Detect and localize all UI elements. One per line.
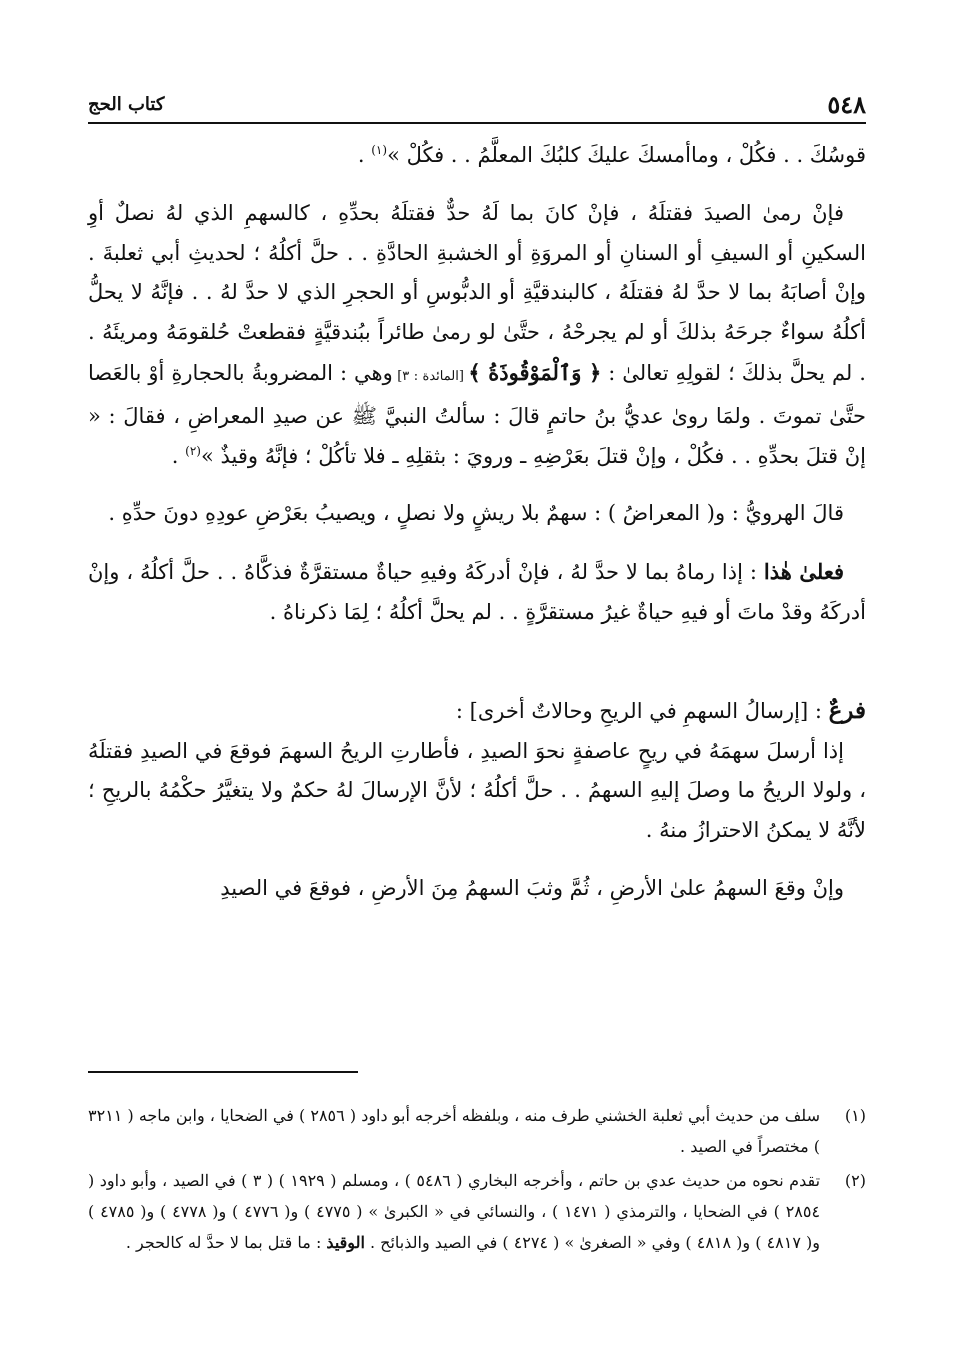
paragraph-text: وإنْ وقعَ السهمُ علىٰ الأرضِ ، ثُمَّ وثبَ السهمُ مِنَ الأرضِ ، فوقعَ في الصيدِ	[220, 875, 844, 900]
footnote-term: الوقيذ	[326, 1233, 365, 1252]
paragraph-2	[88, 194, 866, 477]
paragraph-text: قوسُكَ . . فكُلْ ، وماأمسكَ عليكَ كلبُكَ المعلَّمُ . . فكُلْ »	[387, 143, 866, 167]
paragraph-end: .	[171, 443, 186, 468]
footnote-number: (٢)	[844, 1171, 866, 1190]
heading-label: فرعٌ	[828, 696, 866, 724]
paragraph-7	[88, 869, 866, 909]
footnote-ref-2: (٢)	[185, 443, 201, 458]
paragraph-lead: فعلىٰ هٰذا	[763, 559, 844, 585]
quran-verse: ﴿ وَٱلْمَوْقُوذَةُ ﴾	[468, 359, 602, 385]
footnotes	[88, 1100, 866, 1261]
heading-text: : [إرسالُ السهمِ في الريحِ وحالاتٌ أخرى] :	[455, 698, 829, 723]
footnote-1	[88, 1100, 866, 1162]
paragraph-end: .	[357, 143, 372, 167]
paragraph-text-continued: وهي : المضروبةُ بالحجارةِ أوْ بالعَصا حتَّىٰ تموتَ . ولمَا روىٰ عديُّ بنُ حاتمٍ قالَ : سألتُ النبيَّ ﷺ عن صيدِ المعراضِ ، فقالَ : « إنْ قتلَ بحدِّهِ . . فكُلْ ، وإنْ قتلَ بعَرْضِهِ ـ ورويَ : بثقلِهِ ـ فلا تأكُلْ ؛ فإنَّهُ وقيذٌ »	[88, 360, 866, 468]
verse-citation: [المائدة : ٣]	[392, 368, 469, 384]
paragraph-3	[88, 494, 866, 534]
book-title: كتاب الحج	[88, 94, 165, 115]
footnote-body: تقدم نحوه من حديث عدي بن حاتم ، وأخرجه البخاري ( ٥٤٨٦ ) ، ومسلم ( ١٩٢٩ ) ( ٣ ) في الصيد ، وأبو داود ( ٢٨٥٤ ) في الضحايا ، والترمذي ( ١٤٧١ ) ، والنسائي في « الكبرىٰ » ( ٤٧٧٥ ) و( ٤٧٧٦ ) و( ٤٧٧٨ ) و( ٤٧٨٥ ) و( ٤٨١٧ ) و( ٤٨١٨ ) وفي « الصغرىٰ » ( ٤٢٧٤ ) في الصيد والذبائح .	[88, 1171, 821, 1252]
paragraph-text: : إذا رماهُ بما لا حدَّ لهُ ، فإنْ أدركَهُ وفيهِ حياةٌ مستقرَّةٌ فذكَّاهُ . . حلَّ أكلُهُ ، وإنْ أدركَهُ وقدْ ماتَ أو فيهِ حياةٌ غيرُ مستقرَّةٍ . . لم يحلَّ أكلُهُ ؛ لِمَا ذكرناهُ .	[88, 560, 866, 624]
paragraph-text: قالَ الهرويُّ : و( المعراضُ ) : سهمٌ بلا ريشٍ ولا نصلٍ ، ويصيبُ بعَرْضِ عودِهِ دونَ حدِّهِ .	[108, 501, 844, 526]
paragraph-text: إذا أرسلَ سهمَهُ في ريحٍ عاصفةٍ نحوَ الصيدِ ، فأطارتِ الريحُ السهمَ فوقعَ في الصيدِ فقتلَهُ ، ولولا الريحُ ما وصلَ إليهِ السهمُ . . حلَّ أكلُهُ ؛ لأنَّ الإرسالَ لهُ حكمٌ ولا يتغيَّرُ حكْمُهُ بالريحِ ؛ لأنَّهُ لا يمكنُ الاحترازُ منهُ .	[88, 738, 866, 843]
footnote-ref-1: (١)	[371, 143, 388, 157]
main-text	[88, 136, 866, 909]
footnote-number: (١)	[844, 1106, 866, 1125]
footnote-2	[88, 1165, 866, 1258]
footnote-text	[88, 1165, 820, 1258]
footnote-text: سلف من حديث أبي ثعلبة الخشني طرف منه ، وبلفظه أخرجه أبو داود ( ٢٨٥٦ ) في الضحايا ، وابن ماجه ( ٣٢١١ ) مختصراً في الصيد .	[88, 1106, 821, 1156]
footnote-divider	[88, 1071, 358, 1073]
paragraph-6	[88, 732, 866, 851]
paragraph-4	[88, 552, 866, 633]
paragraph-1	[88, 136, 866, 176]
footnote-definition: : ما قتل بما لا حدَّ له كالحجر .	[125, 1233, 327, 1252]
paragraph-text: فإنْ رمىٰ الصيدَ فقتلَهُ ، فإنْ كانَ بما لَهُ حدٌّ فقتلَهُ بحدِّهِ ، كالسهمِ الذي لهُ نصلٌ أوِ السكينِ أو السيفِ أو السنانِ أو المروَةِ أو الخشبةِ الحادَّةِ . . حلَّ أكلُهُ ؛ لحديثِ أبي ثعلبةَ . وإنْ أصابَهُ بما لا حدَّ لهُ فقتلَهُ ، كالبندقيَّةِ أو الدبُّوسِ أو الحجرِ الذي لا حدَّ لهُ . . فإنَّهُ لا يحلُّ أكلُهُ سواءٌ جرحَهُ بذلكَ أو لم يجرحْهُ ، حتَّىٰ لو رمىٰ طائراً ببُندقيَّةٍ فقطعتْ حُلقومَهُ ومريئَهُ . . لم يحلَّ بذلكَ ؛ لقولِهِ تعالىٰ :	[88, 200, 866, 385]
page-header	[88, 90, 866, 124]
page-number: ٥٤٨	[827, 90, 866, 119]
section-heading	[88, 691, 866, 732]
